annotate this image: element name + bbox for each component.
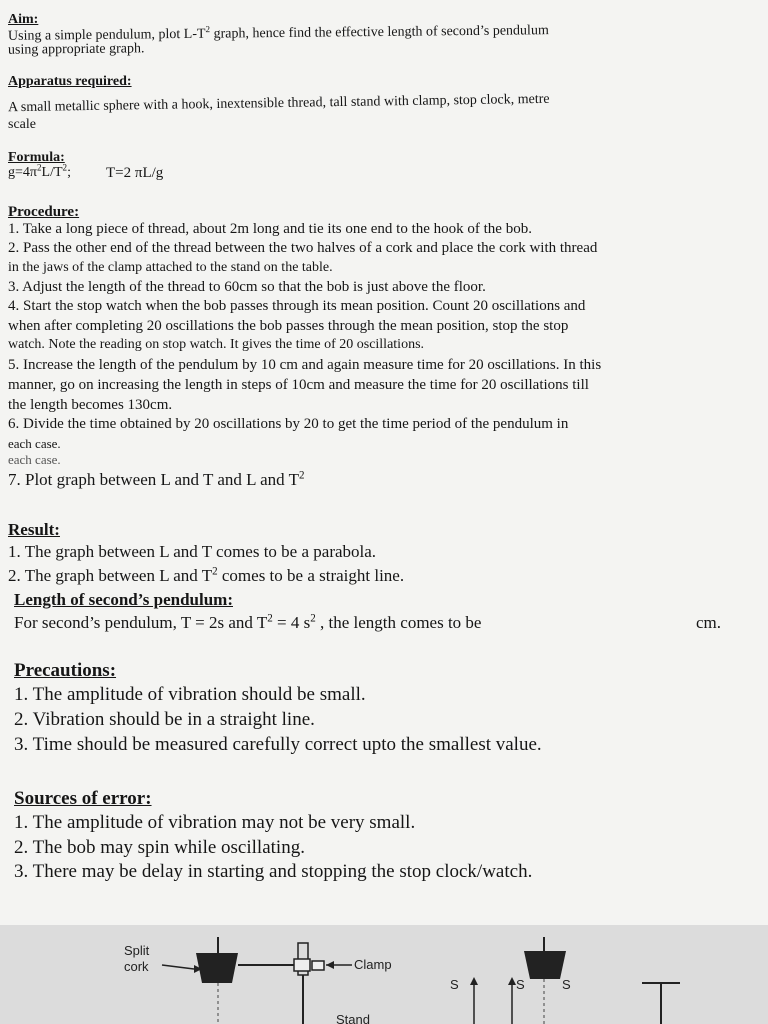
procedure-line: in the jaws of the clamp attached to the stand on the table. <box>8 260 333 275</box>
aim-line-1: Using a simple pendulum, plot $L-T^2$ graph, hence find the effective length of second’s pendulum <box>7 23 549 44</box>
clamp-screw <box>312 961 324 970</box>
clamp-body <box>294 959 310 971</box>
procedure-line: 6. Divide the time obtained by 20 oscillations by 20 to get the time period of the pendulum in <box>8 416 569 432</box>
result-line-1: 1. The graph between L and T comes to be a parabola. <box>8 542 377 561</box>
stand-label: Stand <box>336 1012 370 1024</box>
clamp-label: Clamp <box>354 957 392 972</box>
aim-line-2: using appropriate graph. <box>7 41 145 58</box>
precaution-item: 2. Vibration should be in a straight line. <box>14 709 315 730</box>
procedure-line: 2. Pass the other end of the thread between the two halves of a cork and place the cork with thread <box>8 240 598 256</box>
apparatus-line-1: A small metallic sphere with a hook, inextensible thread, tall stand with clamp, stop clock, metre <box>7 91 550 116</box>
s-label: S <box>562 977 571 992</box>
s-label: S <box>450 977 459 992</box>
procedure-line: the length becomes 130cm. <box>8 397 173 413</box>
apparatus-heading: Apparatus required: <box>8 74 132 89</box>
split-cork-shape <box>524 951 566 979</box>
seconds-pendulum-heading: Length of second’s pendulum: <box>14 590 233 609</box>
procedure-line: when after completing 20 oscillations the bob passes through the mean position, stop the stop <box>8 318 569 334</box>
precaution-item: 3. Time should be measured carefully correct upto the smallest value. <box>14 734 542 755</box>
arrowhead-icon <box>326 961 334 969</box>
precaution-item: 1. The amplitude of vibration should be small. <box>14 684 366 705</box>
seconds-pendulum-text: For second’s pendulum, T = 2s and $T^2 = 4$ $s^2$ , the length comes to be <box>14 612 482 632</box>
procedure-line: watch. Note the reading on stop watch. It gives the time of 20 oscillations. <box>8 337 425 352</box>
procedure-line: 3. Adjust the length of the thread to 60cm so that the bob is just above the floor. <box>8 279 486 295</box>
split-cork-shape <box>196 953 238 983</box>
procedure-line: 5. Increase the length of the pendulum by 10 cm and again measure time for 20 oscillations. In this <box>8 357 602 373</box>
apparatus-line-2: scale <box>8 117 36 132</box>
seconds-pendulum-unit: cm. <box>696 613 722 632</box>
error-item: 2. The bob may spin while oscillating. <box>14 837 305 858</box>
procedure-line: 1. Take a long piece of thread, about 2m long and tie its one end to the hook of the bob. <box>8 221 532 237</box>
pendulum-apparatus-diagram <box>0 925 768 1024</box>
cork-label: cork <box>124 959 149 974</box>
formula-t: T=2 πL/g <box>106 165 164 181</box>
arrowhead-icon <box>508 977 516 985</box>
error-item: 1. The amplitude of vibration may not be very small. <box>14 812 416 833</box>
result-heading: Result: <box>8 520 60 539</box>
procedure-line: manner, go on increasing the length in steps of 10cm and measure the time for 20 oscillations till <box>8 377 589 393</box>
procedure-line: each case. <box>8 452 61 467</box>
formula-heading: Formula: <box>8 150 65 165</box>
result-line-2: 2. The graph between L and $T^2$ comes to be a straight line. <box>8 565 405 585</box>
procedure-line: each case. <box>8 436 61 451</box>
procedure-heading: Procedure: <box>8 204 80 220</box>
error-item: 3. There may be delay in starting and stopping the stop clock/watch. <box>14 861 533 882</box>
arrowhead-icon <box>470 977 478 985</box>
aim-heading: Aim: <box>8 12 39 27</box>
precautions-heading: Precautions: <box>14 660 117 681</box>
s-label: S <box>516 977 525 992</box>
procedure-line: 4. Start the stop watch when the bob passes through its mean position. Count 20 oscillations and <box>8 298 586 314</box>
errors-heading: Sources of error: <box>14 788 152 809</box>
procedure-step-7: 7. Plot graph between L and T and L and $T^2$ <box>8 469 305 489</box>
apparatus-diagram-svg <box>0 925 768 1024</box>
formula-g: $g=4\pi^2L/T^2$; <box>8 162 71 180</box>
split-label: Split <box>124 943 150 958</box>
split-cork-pointer <box>162 965 194 969</box>
